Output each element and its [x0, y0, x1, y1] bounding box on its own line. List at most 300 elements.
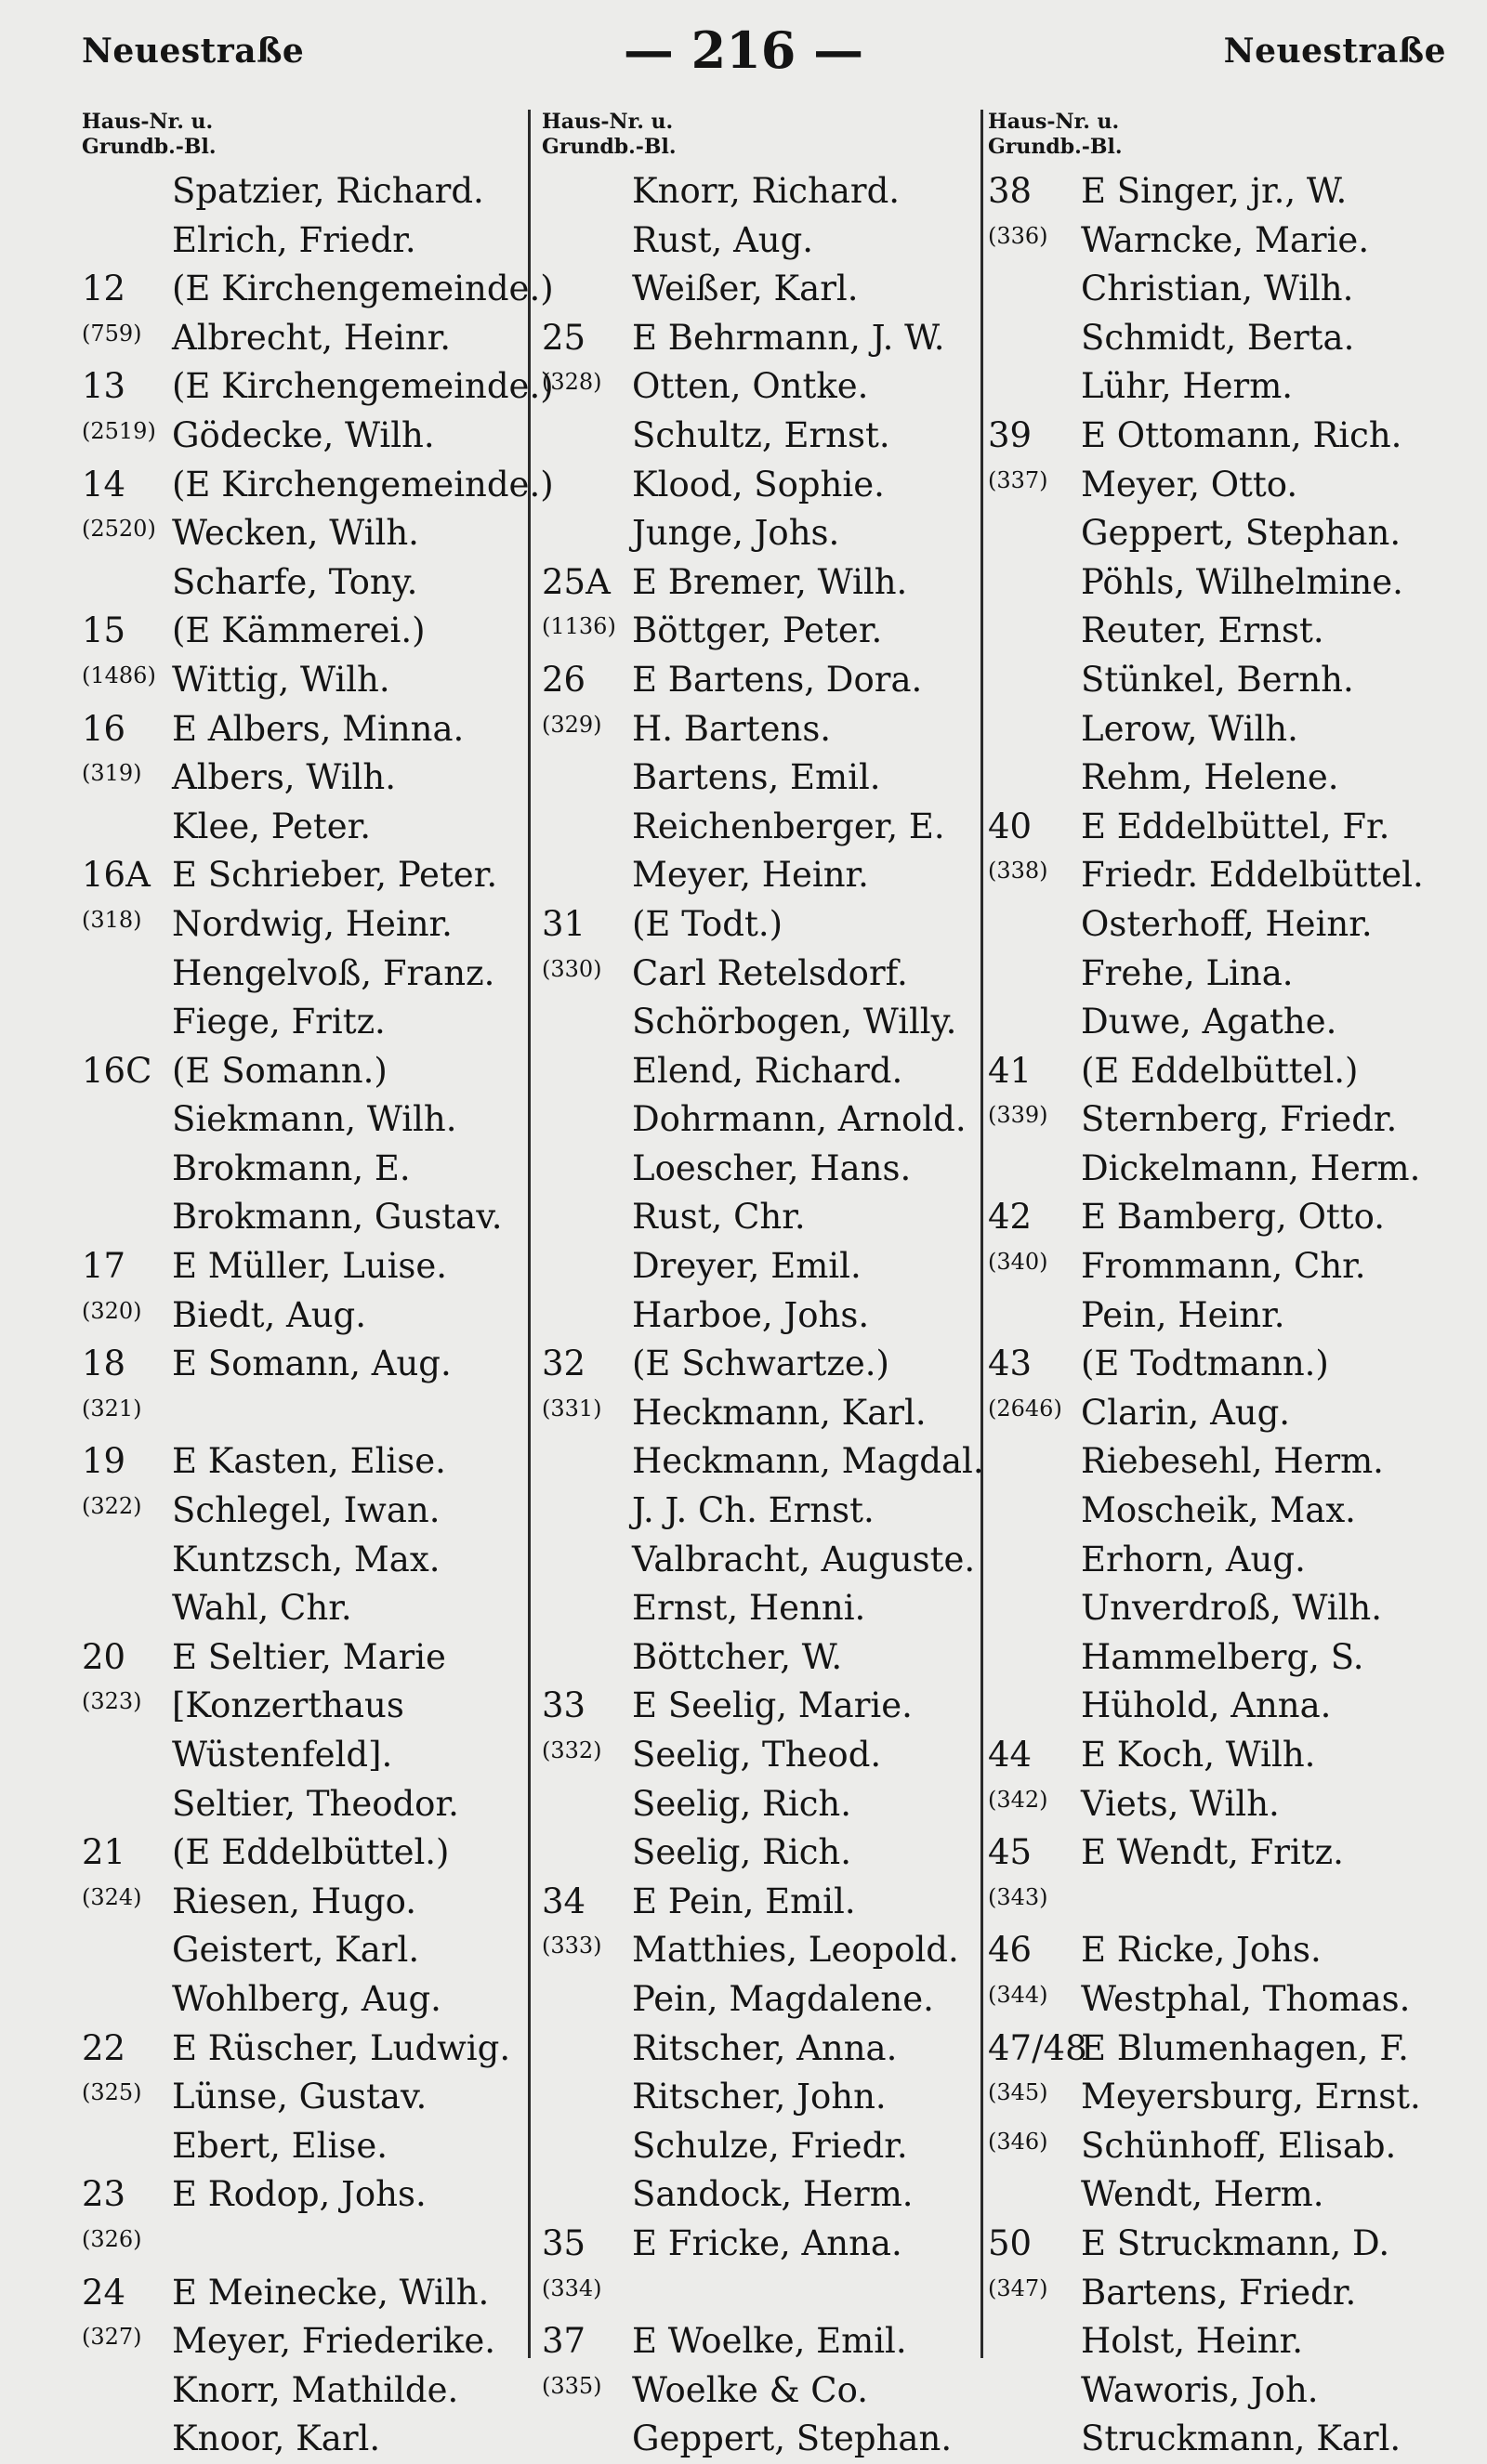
directory-entry	[988, 1584, 1480, 1633]
resident-name: E Seelig, Marie.	[632, 1685, 913, 1726]
land-register-number: (346)	[988, 2128, 1048, 2155]
directory-entry	[542, 705, 979, 754]
directory-entry	[988, 2122, 1480, 2171]
directory-entry	[542, 412, 979, 461]
land-register-number: (329)	[542, 711, 602, 738]
entry-list	[82, 167, 554, 2464]
directory-entry	[82, 1975, 519, 2025]
house-number: 24	[82, 2272, 126, 2313]
resident-name: Wecken, Wilh.	[172, 513, 419, 554]
resident-name: Osterhoff, Heinr.	[1081, 903, 1373, 944]
directory-entry	[542, 1242, 979, 1291]
directory-entry	[988, 2073, 1480, 2122]
resident-name: Harboe, Johs.	[632, 1294, 870, 1335]
directory-entry	[82, 1389, 519, 1438]
resident-name: E Rüscher, Ludwig.	[172, 2027, 511, 2068]
resident-name: Reuter, Ernst.	[1081, 610, 1324, 651]
resident-name: Dickelmann, Herm.	[1081, 1147, 1421, 1188]
resident-name: Valbracht, Auguste.	[632, 1539, 976, 1579]
resident-name: Bartens, Friedr.	[1081, 2272, 1357, 2313]
resident-name: Knorr, Mathilde.	[172, 2369, 459, 2410]
resident-name: E Kasten, Elise.	[172, 1441, 446, 1482]
resident-name: (E Todt.)	[632, 903, 783, 944]
land-register-number: (333)	[542, 1933, 602, 1959]
resident-name: J. J. Ch. Ernst.	[632, 1490, 875, 1531]
resident-name: Meyersburg, Ernst.	[1081, 2077, 1421, 2117]
directory-entry	[542, 1193, 979, 1242]
resident-name: (E Somann.)	[172, 1050, 388, 1091]
directory-entry	[988, 2366, 1480, 2416]
resident-name: Frommann, Chr.	[1081, 1246, 1366, 1287]
land-register-number: (330)	[542, 955, 602, 982]
directory-entry	[988, 1780, 1480, 1829]
directory-entry	[988, 705, 1480, 754]
directory-entry	[988, 412, 1480, 461]
directory-entry	[542, 314, 979, 363]
house-number: 32	[542, 1343, 586, 1384]
resident-name: Moscheik, Max.	[1081, 1490, 1356, 1531]
resident-name: E Bartens, Dora.	[632, 659, 923, 700]
resident-name: E Singer, jr., W.	[1081, 171, 1348, 211]
resident-name: Sternberg, Friedr.	[1081, 1099, 1398, 1140]
house-number: 25A	[542, 561, 611, 602]
resident-name: Woelke & Co.	[632, 2369, 868, 2410]
directory-entry	[988, 2220, 1480, 2269]
house-number: 33	[542, 1685, 586, 1726]
resident-name: Heckmann, Magdal.	[632, 1441, 984, 1482]
directory-entry	[542, 754, 979, 803]
directory-entry	[82, 1584, 519, 1633]
resident-name: E Woelke, Emil.	[632, 2321, 907, 2362]
house-number: 16C	[82, 1050, 152, 1091]
directory-entry	[542, 1047, 979, 1096]
resident-name: Spatzier, Richard.	[172, 171, 484, 211]
directory-entry	[542, 1536, 979, 1585]
directory-entry	[82, 2025, 519, 2074]
directory-entry	[542, 851, 979, 900]
house-number: 44	[988, 1735, 1033, 1775]
house-number: 41	[988, 1050, 1033, 1091]
directory-entry	[542, 803, 979, 852]
resident-name: E Struckmann, D.	[1081, 2222, 1390, 2263]
house-number: 25	[542, 317, 586, 358]
resident-name: (E Kirchengemeinde.)	[172, 464, 554, 505]
directory-entry	[82, 1926, 519, 1975]
resident-name: Seelig, Rich.	[632, 1783, 852, 1824]
directory-entry	[82, 705, 519, 754]
directory-entry	[542, 1487, 979, 1536]
directory-entry	[988, 461, 1480, 510]
running-head-left: Neuestraße	[82, 32, 305, 71]
entry-list	[988, 167, 1480, 2464]
directory-entry	[988, 1242, 1480, 1291]
directory-entry	[542, 1780, 979, 1829]
house-number: 16A	[82, 855, 151, 896]
directory-entry	[82, 1682, 519, 1731]
directory-entry	[82, 1242, 519, 1291]
resident-name: Hühold, Anna.	[1081, 1685, 1332, 1726]
resident-name: Meyer, Friederike.	[172, 2321, 495, 2362]
directory-entry	[542, 2269, 979, 2318]
resident-name: Struckmann, Karl.	[1081, 2418, 1401, 2459]
land-register-number: (344)	[988, 1981, 1048, 2008]
resident-name: Schultz, Ernst.	[632, 414, 890, 455]
resident-name: Otten, Ontke.	[632, 366, 869, 407]
directory-entry	[82, 2317, 519, 2366]
directory-entry	[988, 656, 1480, 705]
directory-entry	[82, 803, 519, 852]
land-register-number: (340)	[988, 1249, 1048, 1276]
directory-entry	[82, 950, 519, 999]
land-register-number: (322)	[82, 1493, 142, 1520]
directory-entry	[542, 2025, 979, 2074]
directory-entry	[988, 1926, 1480, 1975]
land-register-number: (335)	[542, 2372, 602, 2399]
resident-name: Friedr. Eddelbüttel.	[1081, 855, 1424, 896]
resident-name: Schörbogen, Willy.	[632, 1002, 957, 1042]
resident-name: Wittig, Wilh.	[172, 659, 390, 700]
resident-name: Pein, Magdalene.	[632, 1978, 934, 2019]
land-register-number: (331)	[542, 1395, 602, 1422]
directory-entry	[988, 1633, 1480, 1683]
house-number: 16	[82, 708, 126, 749]
resident-name: Heckmann, Karl.	[632, 1392, 927, 1433]
resident-name: Geistert, Karl.	[172, 1930, 420, 1971]
resident-name: (E Eddelbüttel.)	[172, 1832, 450, 1873]
directory-entry	[988, 1828, 1480, 1878]
directory-entry	[988, 1047, 1480, 1096]
directory-entry	[82, 754, 519, 803]
resident-name: Schünhoff, Elisab.	[1081, 2125, 1397, 2166]
directory-entry	[82, 2415, 519, 2464]
directory-entry	[82, 1536, 519, 1585]
page-number: — 216 —	[623, 20, 864, 80]
directory-entry	[988, 754, 1480, 803]
directory-entry	[82, 2170, 519, 2220]
directory-entry	[82, 2269, 519, 2318]
directory-entry	[82, 1047, 519, 1096]
resident-name: Schmidt, Berta.	[1081, 317, 1355, 358]
land-register-number: (334)	[542, 2274, 602, 2301]
directory-entry	[82, 656, 519, 705]
house-number: 20	[82, 1636, 126, 1677]
resident-name: Clarin, Aug.	[1081, 1392, 1291, 1433]
resident-name: Böttger, Peter.	[632, 610, 883, 651]
resident-name: Unverdroß, Wilh.	[1081, 1588, 1383, 1629]
directory-entry	[988, 998, 1480, 1047]
resident-name: Fiege, Fritz.	[172, 1002, 386, 1042]
land-register-number: (319)	[82, 760, 142, 787]
directory-entry	[542, 950, 979, 999]
directory-entry	[542, 362, 979, 412]
resident-name: Siekmann, Wilh.	[172, 1099, 457, 1140]
resident-name: Gödecke, Wilh.	[172, 414, 435, 455]
resident-name: Rust, Aug.	[632, 219, 814, 260]
land-register-number: (337)	[988, 466, 1048, 493]
column-heading-line-1: Haus-Nr. u.	[988, 110, 1120, 134]
directory-entry	[988, 1437, 1480, 1487]
house-number: 21	[82, 1832, 126, 1873]
resident-name: Klee, Peter.	[172, 806, 372, 846]
resident-name: (E Schwartze.)	[632, 1343, 889, 1384]
directory-entry	[82, 167, 519, 216]
resident-name: Nordwig, Heinr.	[172, 903, 453, 944]
resident-name: Seelig, Theod.	[632, 1735, 882, 1775]
land-register-number: (342)	[988, 1786, 1048, 1813]
resident-name: (E Kirchengemeinde.)	[172, 366, 554, 407]
directory-entry	[542, 1389, 979, 1438]
land-register-number: (1486)	[82, 662, 156, 688]
resident-name: E Bamberg, Otto.	[1081, 1197, 1386, 1238]
directory-entry	[988, 1731, 1480, 1780]
land-register-number: (318)	[82, 906, 142, 933]
resident-name: E Fricke, Anna.	[632, 2222, 902, 2263]
house-number: 12	[82, 269, 126, 309]
entry-list	[542, 167, 984, 2464]
directory-entry	[82, 509, 519, 558]
resident-name: E Koch, Wilh.	[1081, 1735, 1316, 1775]
directory-entry	[542, 2170, 979, 2220]
resident-name: Albrecht, Heinr.	[172, 317, 451, 358]
resident-name: Geppert, Stephan.	[1081, 513, 1401, 554]
resident-name: Elrich, Friedr.	[172, 219, 416, 260]
resident-name: Christian, Wilh.	[1081, 269, 1354, 309]
house-number: 45	[988, 1832, 1033, 1873]
directory-entry	[988, 2317, 1480, 2366]
resident-name: E Blumenhagen, F.	[1081, 2027, 1409, 2068]
resident-name: Ritscher, John.	[632, 2077, 887, 2117]
land-register-number: (338)	[988, 858, 1048, 885]
resident-name: E Pein, Emil.	[632, 1881, 856, 1921]
resident-name: Wohlberg, Aug.	[172, 1978, 441, 2019]
resident-name: Loescher, Hans.	[632, 1147, 912, 1188]
resident-name: Hengelvoß, Franz.	[172, 952, 495, 993]
resident-name: Seltier, Theodor.	[172, 1783, 459, 1824]
directory-entry	[988, 1536, 1480, 1585]
land-register-number: (345)	[988, 2079, 1048, 2106]
land-register-number: (2519)	[82, 417, 156, 444]
resident-name: Junge, Johs.	[632, 513, 840, 554]
directory-entry	[542, 558, 979, 608]
column-heading-line-1: Haus-Nr. u.	[82, 110, 214, 134]
resident-name: Dohrmann, Arnold.	[632, 1099, 967, 1140]
resident-name: Sandock, Herm.	[632, 2174, 914, 2215]
directory-entry	[542, 2415, 979, 2464]
directory-entry	[82, 314, 519, 363]
house-number: 17	[82, 1246, 126, 1287]
resident-name: Lerow, Wilh.	[1081, 708, 1298, 749]
directory-entry	[542, 2220, 979, 2269]
directory-entry	[82, 1731, 519, 1780]
directory-entry	[988, 950, 1480, 999]
land-register-number: (325)	[82, 2079, 142, 2106]
resident-name: Waworis, Joh.	[1081, 2369, 1319, 2410]
directory-entry	[988, 1291, 1480, 1341]
resident-name: (E Eddelbüttel.)	[1081, 1050, 1359, 1091]
house-number: 22	[82, 2027, 126, 2068]
house-number: 47/48	[988, 2027, 1087, 2068]
house-number: 15	[82, 610, 126, 651]
directory-entry	[82, 265, 554, 314]
resident-name: Biedt, Aug.	[172, 1294, 366, 1335]
resident-name: E Behrmann, J. W.	[632, 317, 945, 358]
resident-name: Knorr, Richard.	[632, 171, 901, 211]
resident-name: Dreyer, Emil.	[632, 1246, 862, 1287]
resident-name: Rehm, Helene.	[1081, 757, 1339, 798]
land-register-number: (1136)	[542, 613, 616, 640]
land-register-number: (343)	[988, 1883, 1048, 1910]
resident-name: Wendt, Herm.	[1081, 2174, 1324, 2215]
resident-name: Scharfe, Tony.	[172, 561, 418, 602]
resident-name: Frehe, Lina.	[1081, 952, 1294, 993]
resident-name: Wüstenfeld].	[172, 1735, 393, 1775]
directory-entry	[542, 461, 979, 510]
directory-entry	[988, 2415, 1480, 2464]
resident-name: E Bremer, Wilh.	[632, 561, 908, 602]
directory-entry	[82, 1878, 519, 1927]
directory-entry	[82, 900, 519, 950]
resident-name: Lünse, Gustav.	[172, 2077, 428, 2117]
directory-entry	[542, 2122, 979, 2171]
column-2	[542, 110, 984, 2464]
directory-entry	[82, 216, 519, 266]
land-register-number: (347)	[988, 2274, 1048, 2301]
land-register-number: (332)	[542, 1737, 602, 1763]
land-register-number: (759)	[82, 320, 142, 347]
column-heading	[82, 110, 519, 167]
resident-name: Stünkel, Bernh.	[1081, 659, 1354, 700]
land-register-number: (321)	[82, 1395, 142, 1422]
resident-name: Ebert, Elise.	[172, 2125, 388, 2166]
land-register-number: (324)	[82, 1883, 142, 1910]
resident-name: Wahl, Chr.	[172, 1588, 352, 1629]
directory-entry	[82, 1487, 519, 1536]
resident-name: E Albers, Minna.	[172, 708, 465, 749]
directory-entry	[82, 2366, 519, 2416]
column-heading-line-2: Grundb.-Bl.	[988, 135, 1123, 159]
directory-entry	[988, 1193, 1480, 1242]
directory-entry	[988, 607, 1480, 656]
land-register-number: (326)	[82, 2225, 142, 2252]
running-head-right: Neuestraße	[1223, 32, 1446, 71]
column-divider	[528, 110, 531, 2358]
resident-name: Rust, Chr.	[632, 1197, 806, 1238]
column-heading-line-2: Grundb.-Bl.	[82, 135, 217, 159]
resident-name: Duwe, Agathe.	[1081, 1002, 1337, 1042]
directory-entry	[988, 2170, 1480, 2220]
resident-name: Seelig, Rich.	[632, 1832, 852, 1873]
resident-name: Ernst, Henni.	[632, 1588, 866, 1629]
house-number: 31	[542, 903, 586, 944]
directory-entry	[82, 2122, 519, 2171]
resident-name: Ritscher, Anna.	[632, 2027, 898, 2068]
land-register-number: (327)	[82, 2324, 142, 2351]
land-register-number: (320)	[82, 1297, 142, 1324]
directory-entry	[542, 1682, 979, 1731]
directory-entry	[82, 461, 554, 510]
land-register-number: (323)	[82, 1688, 142, 1715]
directory-entry	[542, 1584, 979, 1633]
house-number: 19	[82, 1441, 126, 1482]
directory-entry	[542, 1975, 979, 2025]
directory-entry	[542, 900, 979, 950]
land-register-number: (2520)	[82, 516, 156, 543]
directory-entry	[988, 803, 1480, 852]
land-register-number: (339)	[988, 1102, 1048, 1129]
directory-entry	[988, 1975, 1480, 2025]
land-register-number: (2646)	[988, 1395, 1062, 1422]
directory-entry	[988, 1340, 1480, 1389]
directory-entry	[82, 998, 519, 1047]
directory-entry	[542, 216, 979, 266]
resident-name: Carl Retelsdorf.	[632, 952, 908, 993]
house-number: 40	[988, 806, 1033, 846]
resident-name: (E Kämmerei.)	[172, 610, 426, 651]
directory-entry	[542, 1731, 979, 1780]
resident-name: Viets, Wilh.	[1081, 1783, 1280, 1824]
directory-entry	[542, 1095, 979, 1145]
directory-entry	[82, 1193, 519, 1242]
house-number: 46	[988, 1930, 1033, 1971]
resident-name: E Rodop, Johs.	[172, 2174, 427, 2215]
directory-entry	[82, 851, 519, 900]
directory-entry	[542, 1291, 979, 1341]
land-register-number: (328)	[542, 369, 602, 396]
resident-name: Riesen, Hugo.	[172, 1881, 416, 1921]
resident-name: Pöhls, Wilhelmine.	[1081, 561, 1403, 602]
column-heading	[542, 110, 979, 167]
directory-entry	[988, 851, 1480, 900]
directory-entry	[542, 2317, 979, 2366]
resident-name: Erhorn, Aug.	[1081, 1539, 1306, 1579]
directory-entry	[988, 1145, 1480, 1194]
house-number: 39	[988, 414, 1033, 455]
directory-entry	[82, 2220, 519, 2269]
directory-entry	[988, 1878, 1480, 1927]
house-number: 42	[988, 1197, 1033, 1238]
directory-entry	[82, 1095, 519, 1145]
directory-entry	[542, 607, 979, 656]
house-number: 35	[542, 2222, 586, 2263]
directory-entry	[542, 167, 979, 216]
resident-name: [Konzerthaus	[172, 1685, 404, 1726]
resident-name: Kuntzsch, Max.	[172, 1539, 441, 1579]
column-divider	[980, 110, 983, 2358]
directory-entry	[542, 265, 979, 314]
resident-name: Reichenberger, E.	[632, 806, 945, 846]
resident-name: Meyer, Heinr.	[632, 855, 869, 896]
resident-name: Matthies, Leopold.	[632, 1930, 959, 1971]
column-heading	[988, 110, 1480, 167]
resident-name: Riebesehl, Herm.	[1081, 1441, 1384, 1482]
resident-name: Brokmann, E.	[172, 1147, 411, 1188]
resident-name: E Schrieber, Peter.	[172, 855, 498, 896]
resident-name: Böttcher, W.	[632, 1636, 843, 1677]
directory-entry	[988, 900, 1480, 950]
directory-entry	[988, 1389, 1480, 1438]
column-3	[988, 110, 1480, 2464]
directory-entry	[988, 1682, 1480, 1731]
house-number: 13	[82, 366, 126, 407]
resident-name: Weißer, Karl.	[632, 269, 859, 309]
house-number: 38	[988, 171, 1033, 211]
resident-name: E Somann, Aug.	[172, 1343, 452, 1384]
resident-name: Klood, Sophie.	[632, 464, 885, 505]
house-number: 18	[82, 1343, 126, 1384]
house-number: 50	[988, 2222, 1033, 2263]
resident-name: H. Bartens.	[632, 708, 832, 749]
directory-entry	[82, 362, 554, 412]
